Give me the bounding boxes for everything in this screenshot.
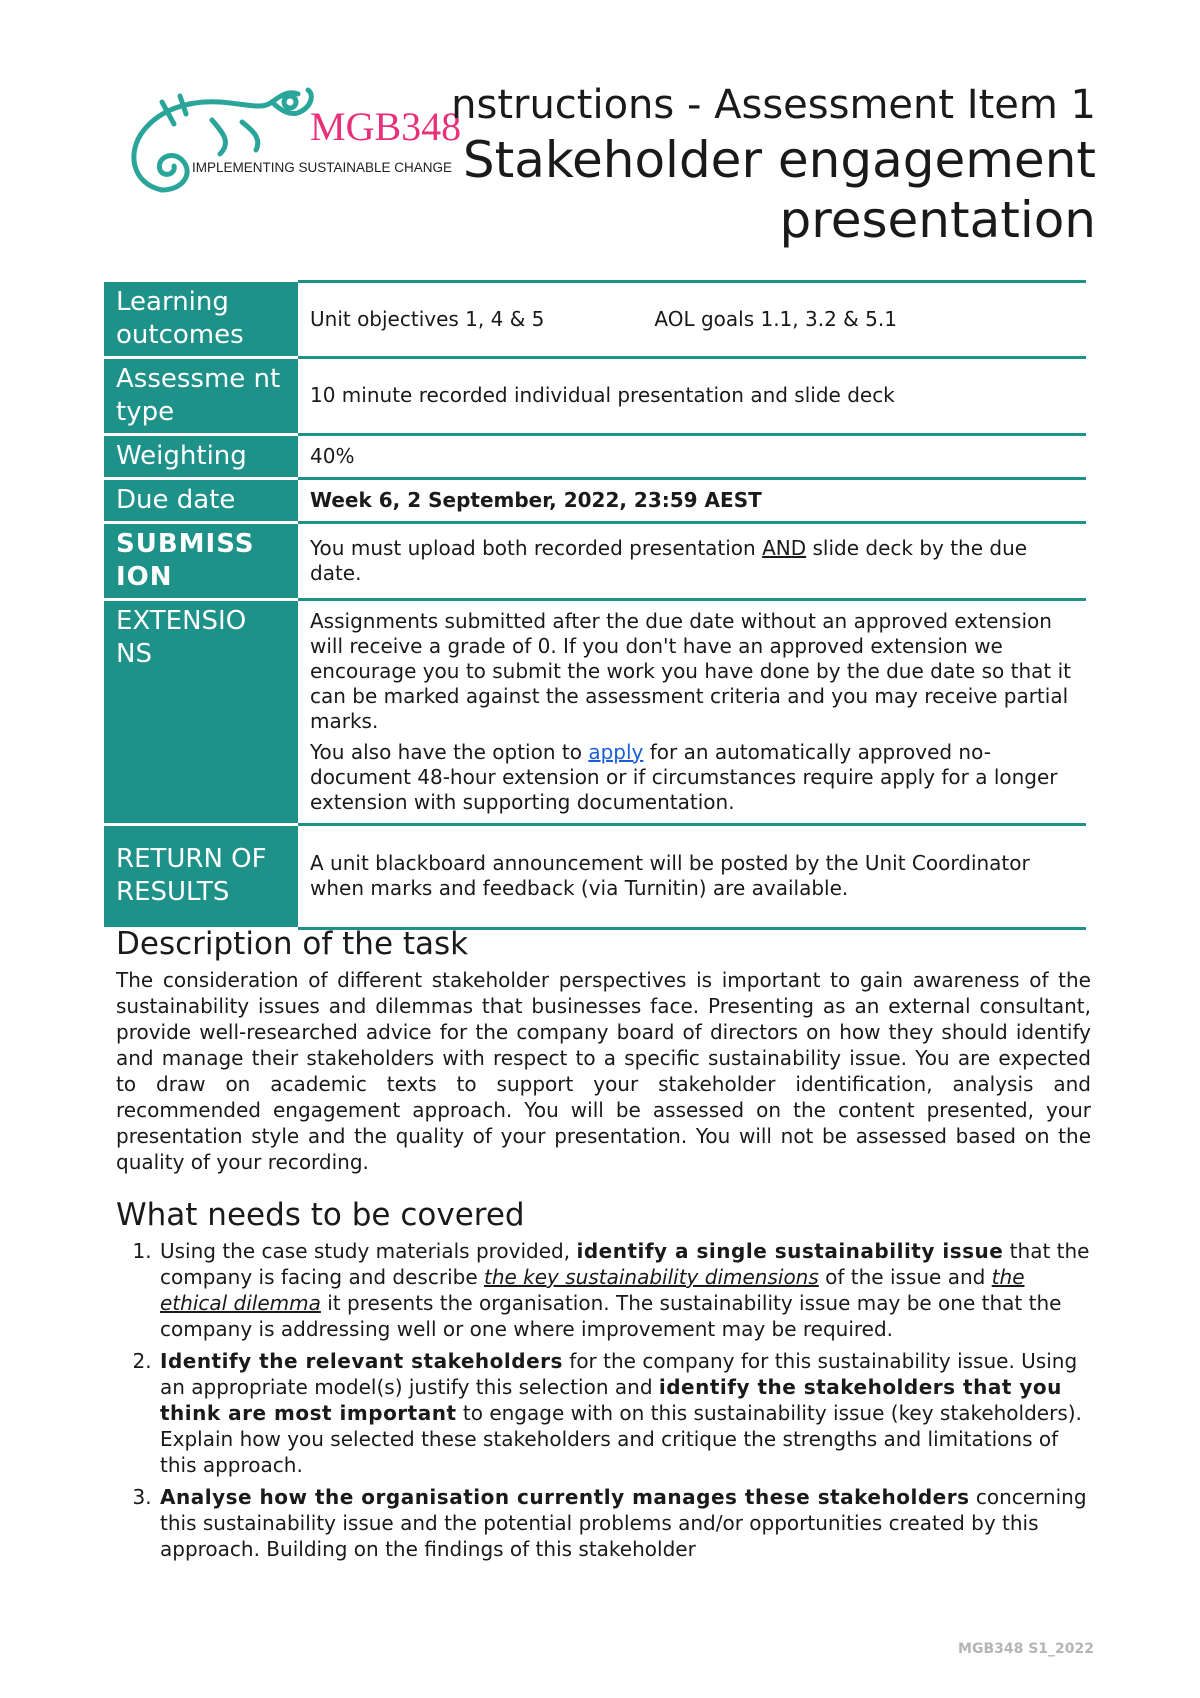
description-section — [116, 925, 1091, 1175]
list-item — [158, 1238, 1091, 1342]
chameleon-logo — [122, 72, 462, 202]
row-return-of-results — [104, 824, 1086, 928]
value-extensions — [298, 599, 1086, 824]
row-weighting — [104, 434, 1086, 478]
submission-text-1: You must upload both recorded presentation — [310, 535, 763, 560]
value-return-of-results: A unit blackboard announcement will be posted by the Unit Coordinator when marks and feedback (via Turnitin) are available. — [298, 824, 1086, 928]
item2-bold-2: identify the stakeholders that you think are most important — [160, 1375, 1062, 1425]
logo-title: MGB348 — [310, 104, 462, 149]
row-submission — [104, 522, 1086, 599]
label-extensions: EXTENSIO NS — [104, 599, 298, 824]
item1-bold-1: identify a single sustainability issue — [576, 1239, 1004, 1263]
item2-text-2: to engage with on this sustainability issue (key stakeholders). Explain how you selected these stakeholders and critique the strengths and limitations of this approach. — [160, 1401, 1082, 1477]
value-assessment-type: 10 minute recorded individual presentation and slide deck — [298, 357, 1086, 434]
item1-text-4: it presents the organisation. The sustainability issue may be one that the company is addressing well or one where improvement may be required. — [160, 1291, 1062, 1341]
extensions-p2-text-2: for an automatically approved no-document 48-hour extension or if circumstances require apply for a longer extension with supporting documentation. — [310, 739, 1058, 814]
apply-link[interactable]: apply — [588, 739, 644, 764]
aol-goals: AOL goals 1.1, 3.2 & 5.1 — [654, 306, 897, 331]
list-item — [158, 1348, 1091, 1478]
label-due-date: Due date — [104, 478, 298, 522]
item1-italic-2: the ethical dilemma — [160, 1265, 1025, 1315]
value-learning-outcomes — [298, 282, 1086, 358]
description-heading: Description of the task — [116, 926, 469, 962]
row-assessment-type — [104, 357, 1086, 434]
row-due-date — [104, 478, 1086, 522]
item2-bold-1: Identify the relevant stakeholders — [160, 1349, 563, 1373]
logo-subtitle: IMPLEMENTING SUSTAINABLE CHANGE — [192, 160, 453, 175]
label-weighting: Weighting — [104, 434, 298, 478]
extensions-p2-text-1: You also have the option to — [310, 739, 589, 764]
covered-heading: What needs to be covered — [116, 1197, 525, 1233]
extensions-paragraph-1: Assignments submitted after the due date without an approved extension will receive a grade of 0. If you don't have an approved extension we encourage you to submit the work you have done by the due date so that it can be marked against the assessment criteria and you may receive partial marks. — [310, 608, 1071, 733]
covered-list — [116, 1238, 1091, 1562]
unit-objectives: Unit objectives 1, 4 & 5 — [310, 306, 545, 331]
page-title-line2: Stakeholder engagement presentation — [462, 131, 1096, 249]
item3-text-1: concerning this sustainability issue and the potential problems and/or opportunities created by this approach. Building on the findings of this stakeholder — [160, 1485, 1087, 1561]
label-return-of-results: RETURN OF RESULTS — [104, 824, 298, 928]
row-extensions — [104, 599, 1086, 824]
description-text: The consideration of different stakeholder perspectives is important to gain awareness of the sustainability issues and dilemmas that businesses face. Presenting as an external consultant, provide well-researched advice for the company board of directors on how they should identify and manage their stakeholders with respect to a specific sustainability issue. You are expected to draw on academic texts to support your stakeholder identification, analysis and recommended engagement approach. You will be assessed on the content presented, your presentation style and the quality of your presentation. You will not be assessed based on the quality of your recording. — [116, 968, 1091, 1174]
row-learning-outcomes — [104, 282, 1086, 358]
submission-and: AND — [762, 535, 807, 560]
chameleon-icon — [134, 90, 311, 190]
value-weighting: 40% — [298, 434, 1086, 478]
value-due-date: Week 6, 2 September, 2022, 23:59 AEST — [298, 478, 1086, 522]
item1-text-1: Using the case study materials provided, — [160, 1239, 577, 1263]
item2-text-1: for the company for this sustainability issue. Using an appropriate model(s) justify this selection and — [160, 1349, 1078, 1399]
assessment-info-table — [104, 280, 1086, 930]
item1-text-2: that the company is facing and describe — [160, 1239, 1090, 1289]
label-submission: SUBMISS ION — [104, 522, 298, 599]
item3-bold-1: Analyse how the organisation currently manages these stakeholders — [160, 1485, 970, 1509]
label-assessment-type: Assessme nt type — [104, 357, 298, 434]
item1-text-3: of the issue and — [818, 1265, 992, 1289]
page-footer: MGB348 S1_2022 — [958, 1641, 1094, 1657]
label-learning-outcomes: Learning outcomes — [104, 282, 298, 358]
list-item — [158, 1484, 1091, 1562]
item1-italic-1: the key sustainability dimensions — [483, 1265, 819, 1289]
value-submission — [298, 522, 1086, 599]
submission-text-2: slide deck by the due date. — [310, 535, 1028, 585]
covered-section — [116, 1196, 1091, 1568]
page-title-line1: nstructions - Assessment Item 1 — [451, 82, 1096, 128]
extensions-paragraph-2 — [310, 740, 1074, 815]
